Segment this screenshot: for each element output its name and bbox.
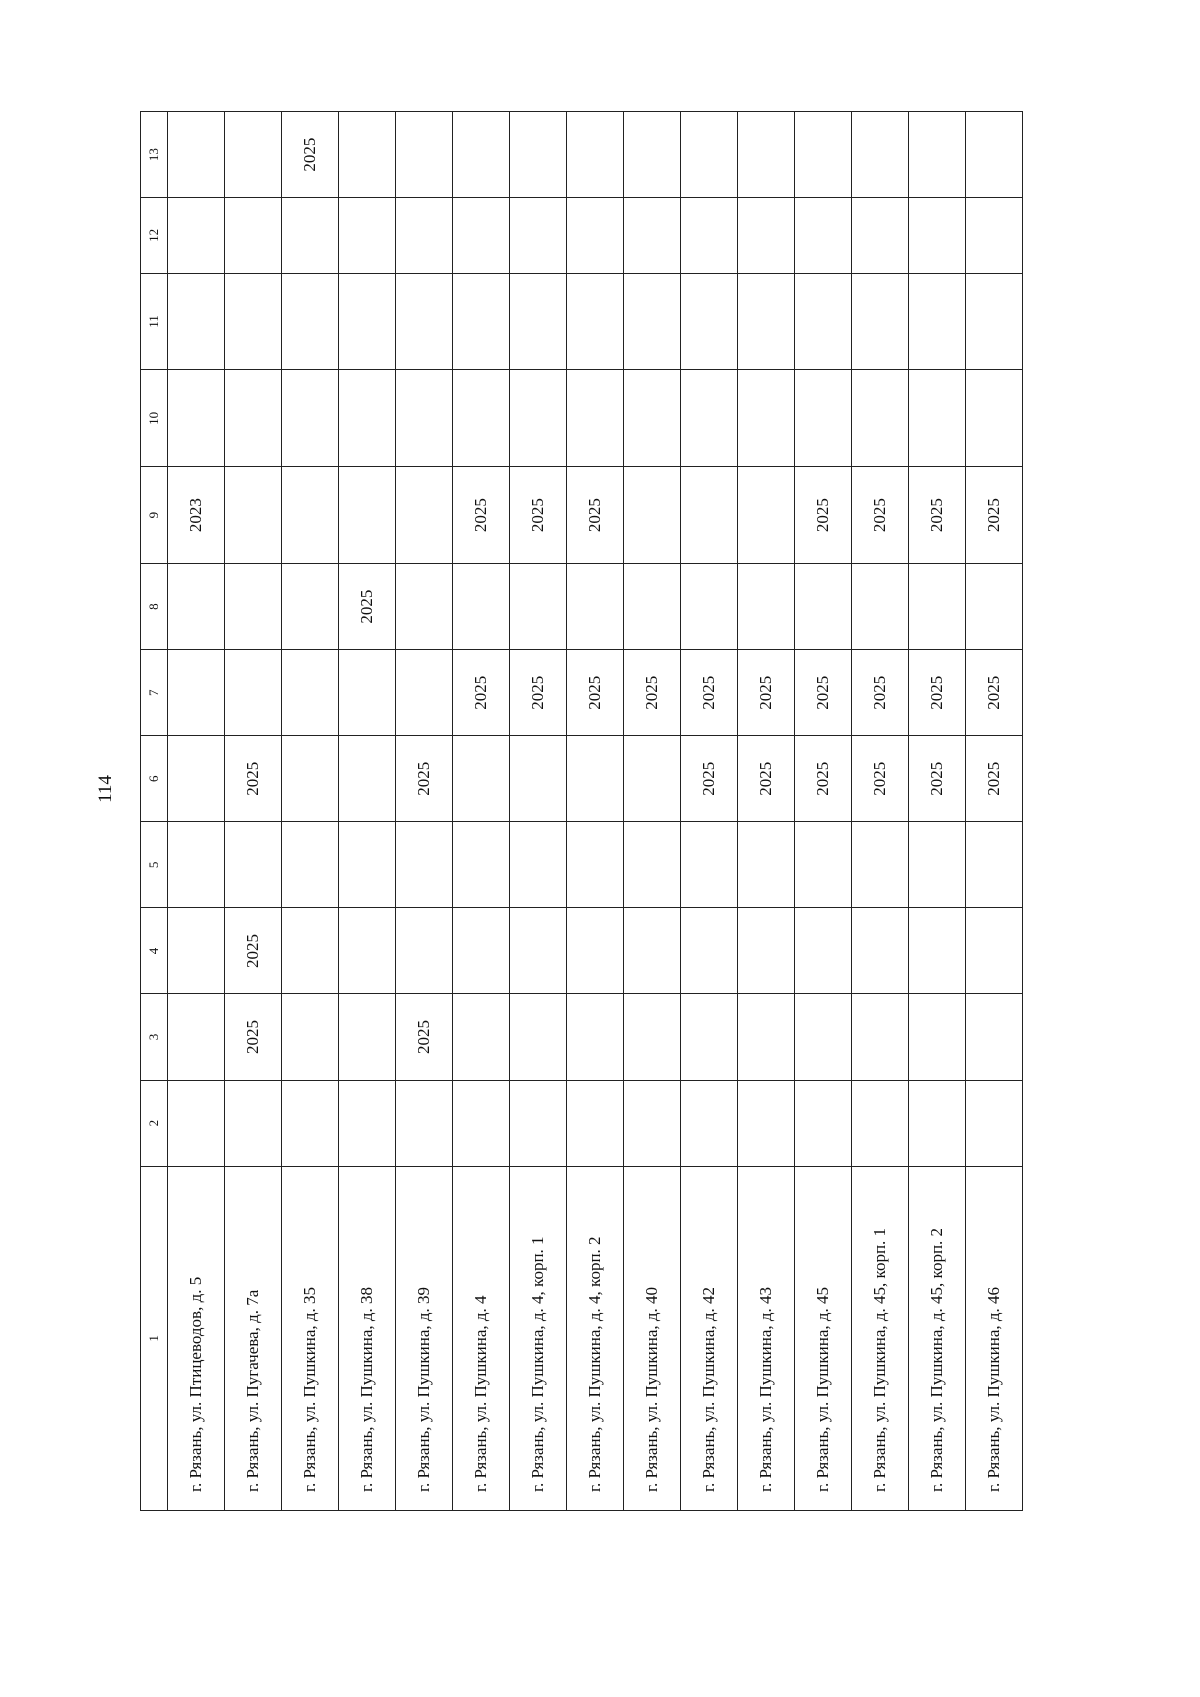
schedule-table (140, 111, 1023, 1511)
year-cell (396, 564, 453, 650)
year-cell (624, 1080, 681, 1166)
year-cell (624, 994, 681, 1080)
year-cell (453, 994, 510, 1080)
year-cell (624, 370, 681, 467)
table-row (738, 112, 795, 1511)
year-cell (282, 736, 339, 822)
year-cell (738, 1080, 795, 1166)
year-cell: 2025 (738, 650, 795, 736)
year-cell (453, 564, 510, 650)
year-cell (795, 908, 852, 994)
year-cell (738, 370, 795, 467)
year-cell (567, 994, 624, 1080)
year-cell: 2025 (396, 736, 453, 822)
year-cell (225, 273, 282, 370)
table-row (852, 112, 909, 1511)
year-cell (168, 273, 225, 370)
year-cell (795, 1080, 852, 1166)
year-cell: 2025 (795, 650, 852, 736)
year-cell: 2025 (681, 650, 738, 736)
year-cell (795, 198, 852, 273)
year-cell (738, 112, 795, 198)
year-cell (852, 994, 909, 1080)
year-cell: 2025 (453, 467, 510, 564)
year-cell (510, 564, 567, 650)
year-cell (624, 908, 681, 994)
year-cell (339, 736, 396, 822)
column-header: 11 (141, 273, 168, 370)
address-cell: г. Рязань, ул. Пушкина, д. 38 (339, 1166, 396, 1510)
address-cell: г. Рязань, ул. Птицеводов, д. 5 (168, 1166, 225, 1510)
year-cell (168, 994, 225, 1080)
year-cell (909, 370, 966, 467)
year-cell (795, 112, 852, 198)
column-header: 4 (141, 908, 168, 994)
year-cell (681, 564, 738, 650)
year-cell: 2025 (225, 908, 282, 994)
year-cell (738, 467, 795, 564)
year-cell (453, 370, 510, 467)
year-cell: 2025 (966, 467, 1023, 564)
table-row (225, 112, 282, 1511)
year-cell (624, 467, 681, 564)
year-cell (738, 994, 795, 1080)
year-cell (681, 273, 738, 370)
table-row (282, 112, 339, 1511)
year-cell (738, 908, 795, 994)
column-header: 5 (141, 822, 168, 908)
table-row (624, 112, 681, 1511)
year-cell (510, 736, 567, 822)
address-cell: г. Рязань, ул. Пушкина, д. 45 (795, 1166, 852, 1510)
column-header: 3 (141, 994, 168, 1080)
year-cell: 2023 (168, 467, 225, 564)
year-cell: 2025 (966, 650, 1023, 736)
year-cell: 2025 (795, 736, 852, 822)
year-cell: 2025 (339, 564, 396, 650)
year-cell (795, 994, 852, 1080)
year-cell (567, 112, 624, 198)
year-cell: 2025 (909, 650, 966, 736)
column-header: 10 (141, 370, 168, 467)
year-cell (624, 736, 681, 822)
address-cell: г. Рязань, ул. Пушкина, д. 4, корп. 2 (567, 1166, 624, 1510)
year-cell (909, 994, 966, 1080)
year-cell (396, 908, 453, 994)
year-cell (282, 1080, 339, 1166)
address-cell: г. Рязань, ул. Пушкина, д. 45, корп. 2 (909, 1166, 966, 1510)
address-cell: г. Рязань, ул. Пушкина, д. 40 (624, 1166, 681, 1510)
column-header: 1 (141, 1166, 168, 1510)
column-header: 12 (141, 198, 168, 273)
year-cell (282, 650, 339, 736)
year-cell (681, 994, 738, 1080)
year-cell (396, 1080, 453, 1166)
year-cell: 2025 (225, 736, 282, 822)
year-cell (852, 564, 909, 650)
year-cell (681, 198, 738, 273)
year-cell (225, 1080, 282, 1166)
year-cell (852, 822, 909, 908)
year-cell (282, 198, 339, 273)
year-cell (396, 198, 453, 273)
year-cell (852, 908, 909, 994)
year-cell: 2025 (909, 736, 966, 822)
year-cell: 2025 (453, 650, 510, 736)
year-cell (282, 467, 339, 564)
year-cell (909, 112, 966, 198)
year-cell (453, 736, 510, 822)
year-cell (738, 198, 795, 273)
year-cell (168, 1080, 225, 1166)
year-cell (567, 370, 624, 467)
year-cell (795, 273, 852, 370)
table-row (681, 112, 738, 1511)
year-cell (966, 908, 1023, 994)
page-number: 114 (95, 775, 116, 803)
year-cell (453, 822, 510, 908)
address-cell: г. Рязань, ул. Пушкина, д. 43 (738, 1166, 795, 1510)
year-cell (339, 198, 396, 273)
year-cell: 2025 (567, 650, 624, 736)
year-cell: 2025 (510, 467, 567, 564)
year-cell (282, 994, 339, 1080)
year-cell (168, 650, 225, 736)
year-cell (168, 112, 225, 198)
year-cell (567, 564, 624, 650)
year-cell (339, 370, 396, 467)
year-cell (168, 908, 225, 994)
year-cell (909, 564, 966, 650)
year-cell (909, 273, 966, 370)
table-row (966, 112, 1023, 1511)
year-cell (396, 822, 453, 908)
year-cell (510, 908, 567, 994)
table-row (510, 112, 567, 1511)
year-cell (567, 736, 624, 822)
year-cell (909, 908, 966, 994)
year-cell (168, 822, 225, 908)
table-row (168, 112, 225, 1511)
year-cell (852, 370, 909, 467)
year-cell (282, 564, 339, 650)
year-cell (966, 370, 1023, 467)
address-cell: г. Рязань, ул. Пушкина, д. 4, корп. 1 (510, 1166, 567, 1510)
year-cell: 2025 (282, 112, 339, 198)
year-cell (510, 370, 567, 467)
table-row (795, 112, 852, 1511)
year-cell (681, 908, 738, 994)
address-cell: г. Рязань, ул. Пушкина, д. 35 (282, 1166, 339, 1510)
year-cell (852, 198, 909, 273)
year-cell (681, 370, 738, 467)
column-header: 7 (141, 650, 168, 736)
year-cell (966, 1080, 1023, 1166)
year-cell (225, 822, 282, 908)
year-cell (168, 370, 225, 467)
year-cell: 2025 (396, 994, 453, 1080)
year-cell (567, 1080, 624, 1166)
year-cell (624, 273, 681, 370)
year-cell (282, 370, 339, 467)
year-cell (681, 112, 738, 198)
year-cell (966, 112, 1023, 198)
year-cell (510, 198, 567, 273)
year-cell (168, 198, 225, 273)
year-cell (282, 908, 339, 994)
year-cell (909, 822, 966, 908)
year-cell (168, 564, 225, 650)
column-header: 6 (141, 736, 168, 822)
year-cell (795, 370, 852, 467)
year-cell: 2025 (567, 467, 624, 564)
table-body (168, 112, 1023, 1511)
year-cell (225, 198, 282, 273)
column-header: 9 (141, 467, 168, 564)
year-cell (510, 112, 567, 198)
year-cell (681, 822, 738, 908)
year-cell (681, 1080, 738, 1166)
year-cell (624, 822, 681, 908)
address-cell: г. Рязань, ул. Пушкина, д. 39 (396, 1166, 453, 1510)
year-cell (396, 650, 453, 736)
column-header: 13 (141, 112, 168, 198)
year-cell (510, 994, 567, 1080)
year-cell: 2025 (852, 650, 909, 736)
year-cell: 2025 (738, 736, 795, 822)
year-cell (795, 564, 852, 650)
year-cell (510, 273, 567, 370)
address-cell: г. Рязань, ул. Пушкина, д. 46 (966, 1166, 1023, 1510)
year-cell (396, 273, 453, 370)
year-cell (624, 564, 681, 650)
year-cell (909, 198, 966, 273)
year-cell (225, 650, 282, 736)
year-cell: 2025 (795, 467, 852, 564)
table-row (909, 112, 966, 1511)
year-cell (510, 1080, 567, 1166)
year-cell (339, 112, 396, 198)
year-cell (909, 1080, 966, 1166)
year-cell (453, 112, 510, 198)
year-cell (738, 273, 795, 370)
year-cell (966, 994, 1023, 1080)
year-cell (225, 370, 282, 467)
schedule-table-container (140, 111, 1060, 1511)
year-cell: 2025 (681, 736, 738, 822)
year-cell (966, 273, 1023, 370)
year-cell (225, 112, 282, 198)
year-cell (339, 650, 396, 736)
year-cell (396, 370, 453, 467)
year-cell (567, 822, 624, 908)
year-cell: 2025 (624, 650, 681, 736)
year-cell (738, 822, 795, 908)
column-number-row (141, 112, 168, 1511)
year-cell: 2025 (225, 994, 282, 1080)
year-cell (567, 908, 624, 994)
year-cell (966, 198, 1023, 273)
year-cell (510, 822, 567, 908)
year-cell (567, 198, 624, 273)
year-cell: 2025 (909, 467, 966, 564)
year-cell: 2025 (510, 650, 567, 736)
year-cell (567, 273, 624, 370)
table-row (453, 112, 510, 1511)
year-cell: 2025 (852, 736, 909, 822)
year-cell (681, 467, 738, 564)
year-cell (966, 564, 1023, 650)
year-cell (339, 273, 396, 370)
table-row (396, 112, 453, 1511)
year-cell (282, 822, 339, 908)
year-cell (453, 1080, 510, 1166)
table-row (339, 112, 396, 1511)
year-cell (282, 273, 339, 370)
year-cell (225, 467, 282, 564)
year-cell: 2025 (852, 467, 909, 564)
year-cell (966, 822, 1023, 908)
year-cell (396, 467, 453, 564)
year-cell (852, 273, 909, 370)
year-cell (795, 822, 852, 908)
year-cell: 2025 (966, 736, 1023, 822)
year-cell (453, 908, 510, 994)
year-cell (339, 994, 396, 1080)
year-cell (852, 112, 909, 198)
year-cell (624, 198, 681, 273)
year-cell (396, 112, 453, 198)
year-cell (453, 198, 510, 273)
year-cell (339, 467, 396, 564)
address-cell: г. Рязань, ул. Пушкина, д. 4 (453, 1166, 510, 1510)
column-header: 2 (141, 1080, 168, 1166)
year-cell (852, 1080, 909, 1166)
year-cell (225, 564, 282, 650)
column-header: 8 (141, 564, 168, 650)
year-cell (168, 736, 225, 822)
address-cell: г. Рязань, ул. Пушкина, д. 42 (681, 1166, 738, 1510)
year-cell (624, 112, 681, 198)
address-cell: г. Рязань, ул. Пушкина, д. 45, корп. 1 (852, 1166, 909, 1510)
year-cell (453, 273, 510, 370)
year-cell (339, 1080, 396, 1166)
address-cell: г. Рязань, ул. Пугачева, д. 7а (225, 1166, 282, 1510)
year-cell (339, 908, 396, 994)
table-row (567, 112, 624, 1511)
year-cell (738, 564, 795, 650)
year-cell (339, 822, 396, 908)
